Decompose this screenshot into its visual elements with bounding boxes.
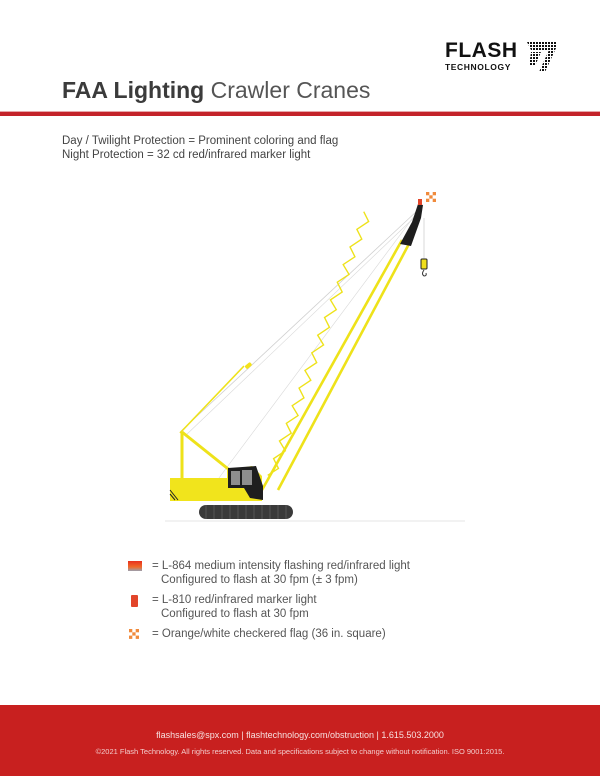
footer-contact: flashsales@spx.com | flashtechnology.com/obstruction | 1.615.503.2000 (156, 730, 444, 740)
legend-item-flag (128, 628, 410, 642)
l810-light-icon (128, 595, 142, 607)
boom-flag (426, 192, 436, 202)
flash-technology-logo (445, 40, 565, 76)
header-divider (0, 112, 600, 116)
legend-l810-detail: Configured to flash at 30 fpm (161, 607, 309, 620)
legend-l864-label: = L-864 medium intensity flashing red/infrared light (152, 560, 410, 572)
checkered-flag-icon (128, 629, 140, 639)
logo-wordmark: FLASH (445, 39, 518, 62)
page-title (62, 76, 370, 104)
footer (0, 705, 600, 776)
legend-l810-label: = L-810 red/infrared marker light (152, 594, 317, 606)
legend-l864-detail: Configured to flash at 30 fpm (± 3 fpm) (161, 573, 358, 586)
l864-light-icon (128, 561, 142, 571)
night-protection-text: Night Protection = 32 cd red/infrared marker light (62, 149, 311, 161)
protection-summary (62, 134, 338, 162)
day-protection-text: Day / Twilight Protection = Prominent coloring and flag (62, 135, 339, 147)
diagonal-hatch-logo-icon (527, 42, 557, 72)
legend-item-l810 (128, 594, 410, 621)
logo-subword: TECHNOLOGY (445, 62, 511, 72)
legend-item-l864 (128, 560, 410, 587)
footer-copyright: ©2021 Flash Technology. All rights reserved. Data and specifications subject to change without notification. ISO 9001:2015. (95, 747, 505, 756)
title-bold: FAA Lighting (62, 77, 205, 103)
title-light: Crawler Cranes (210, 77, 371, 103)
lighting-legend (128, 560, 410, 649)
legend-flag-label: = Orange/white checkered flag (36 in. square) (152, 628, 386, 640)
crawler-crane-illustration (150, 185, 470, 530)
